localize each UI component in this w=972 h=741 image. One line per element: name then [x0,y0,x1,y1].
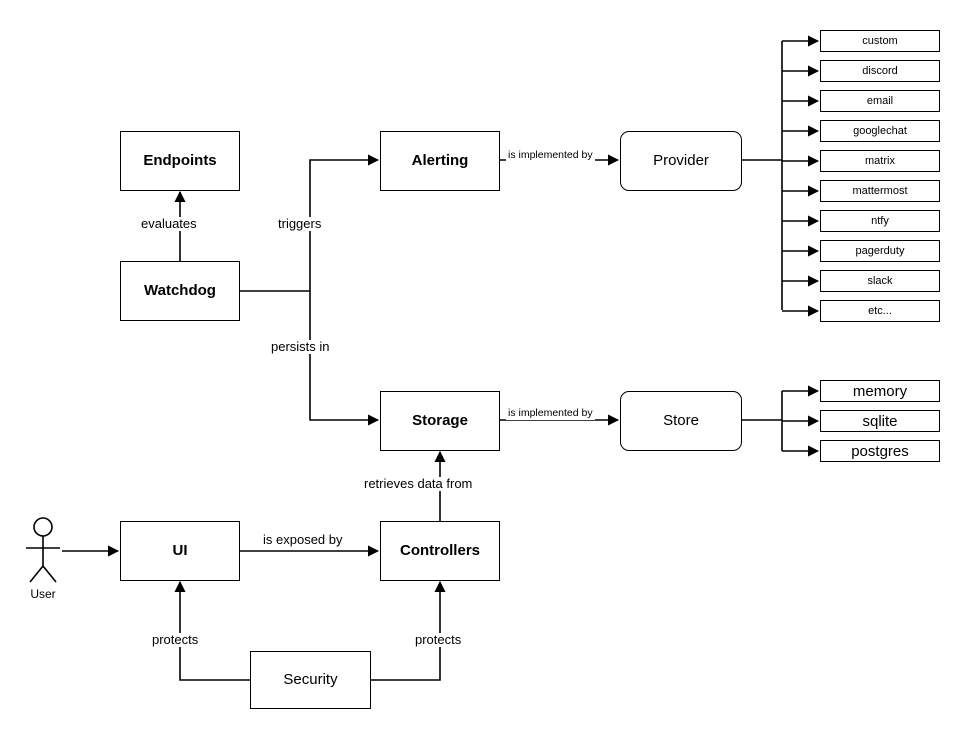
provider-item-label: mattermost [852,185,908,197]
edge-label-retrieves-data-from [362,477,474,491]
provider-item-label: ntfy [871,215,889,227]
provider-item-label: etc... [868,305,892,317]
node-endpoints-label: Endpoints [143,152,217,170]
node-store[interactable] [620,391,742,451]
node-alerting-label: Alerting [411,152,469,170]
node-provider[interactable] [620,131,742,191]
edge-label-text: is implemented by [508,407,593,419]
edge-label-protects-ui [150,633,200,647]
provider-item-etc[interactable] [820,300,940,322]
node-ui[interactable] [120,521,240,581]
provider-item-label: custom [862,35,898,47]
edge-label-protects-controllers [413,633,463,647]
user-actor-text: User [30,587,56,601]
user-actor-icon [26,518,60,582]
store-item-label: sqlite [862,412,898,430]
store-item-label: memory [852,382,908,400]
node-controllers-label: Controllers [399,542,480,560]
provider-item-label: slack [867,275,893,287]
edge-label-text: is exposed by [263,532,343,547]
node-security[interactable] [250,651,371,709]
node-provider-label: Provider [653,152,709,170]
provider-item-email[interactable] [820,90,940,112]
node-ui-label: UI [172,542,188,560]
provider-item-pagerduty[interactable] [820,240,940,262]
store-item-memory[interactable] [820,380,940,402]
edge-label-triggers [276,217,323,231]
edge-label-text: evaluates [141,216,197,231]
node-storage-label: Storage [412,412,468,430]
edge-label-text: retrieves data from [364,476,473,491]
edge-label-alerting-provider [506,150,595,162]
provider-item-label: googlechat [853,125,907,137]
node-endpoints[interactable] [120,131,240,191]
node-storage[interactable] [380,391,500,451]
node-security-label: Security [283,671,338,689]
provider-item-discord[interactable] [820,60,940,82]
node-controllers[interactable] [380,521,500,581]
node-alerting[interactable] [380,131,500,191]
edge-label-persists-in [269,340,332,354]
edge-label-evaluates [139,217,199,231]
edge-label-text: is implemented by [508,149,593,161]
provider-item-label: discord [862,65,898,77]
store-item-sqlite[interactable] [820,410,940,432]
edge-label-is-exposed-by [261,533,345,547]
provider-item-googlechat[interactable] [820,120,940,142]
provider-item-matrix[interactable] [820,150,940,172]
edge-label-text: persists in [271,339,330,354]
edge-label-text: protects [415,632,462,647]
provider-item-ntfy[interactable] [820,210,940,232]
edge-label-text: triggers [278,216,322,231]
provider-item-mattermost[interactable] [820,180,940,202]
provider-item-label: email [866,95,894,107]
store-item-label: postgres [851,442,909,460]
provider-item-label: matrix [865,155,895,167]
user-actor-label [13,587,73,601]
node-watchdog[interactable] [120,261,240,321]
provider-item-custom[interactable] [820,30,940,52]
provider-item-slack[interactable] [820,270,940,292]
node-store-label: Store [663,412,699,430]
node-watchdog-label: Watchdog [144,282,216,300]
store-item-postgres[interactable] [820,440,940,462]
edge-label-text: protects [152,632,199,647]
edge-label-storage-store [506,408,595,420]
provider-item-label: pagerduty [855,245,905,257]
